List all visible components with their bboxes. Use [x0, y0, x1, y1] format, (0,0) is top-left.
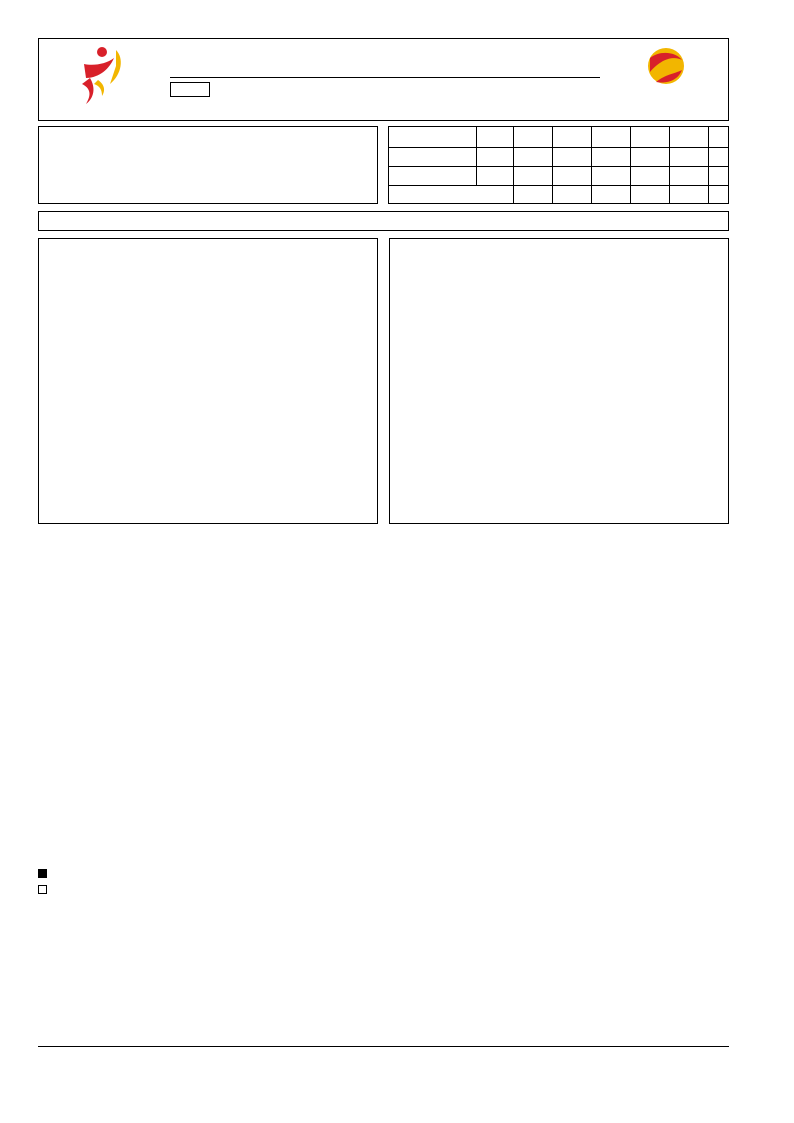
starting-lineup-legend	[38, 868, 51, 879]
legend	[38, 868, 729, 900]
filled-square-icon	[38, 869, 47, 878]
footer-rule	[38, 1046, 729, 1047]
substitute-legend	[38, 884, 51, 895]
empty-square-icon	[38, 885, 47, 894]
